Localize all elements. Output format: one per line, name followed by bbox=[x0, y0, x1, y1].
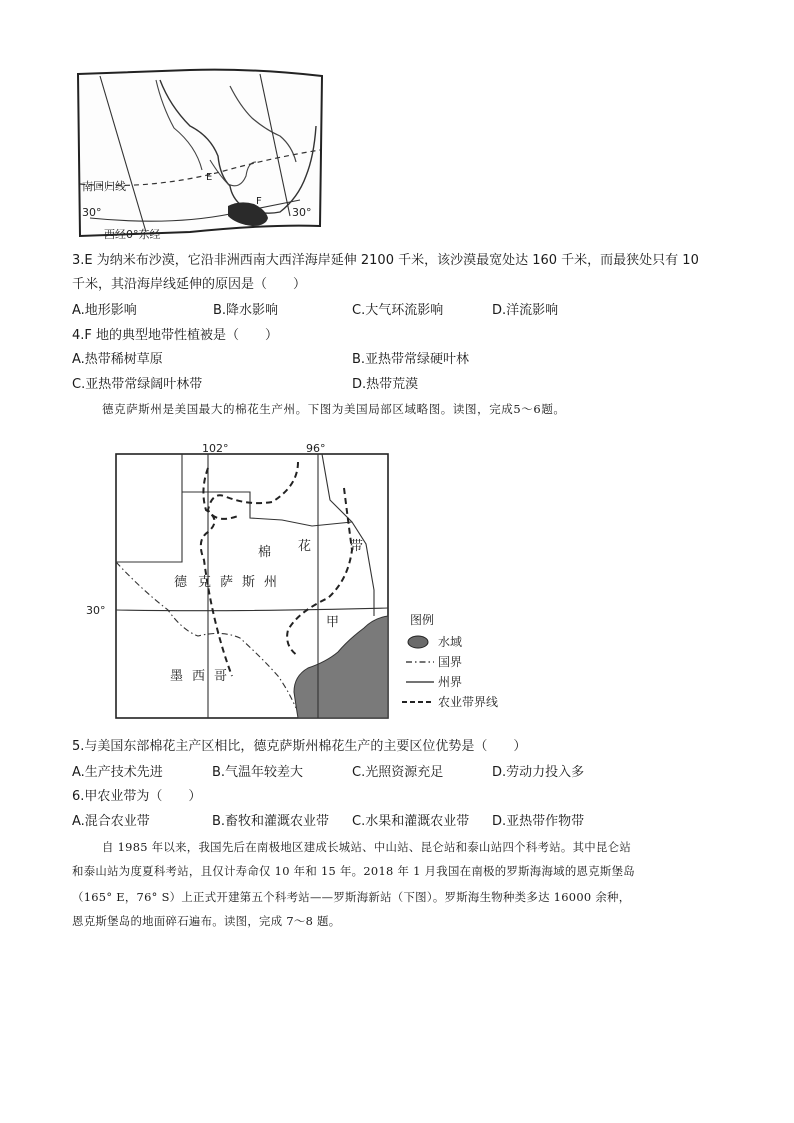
map2-label-lon96: 96° bbox=[306, 442, 326, 455]
intro-7-8-line4: 恩克斯堡岛的地面碎石遍布。读图，完成 7～8 题。 bbox=[72, 914, 341, 928]
q4-stem: 4.F 地的典型地带性植被是（ ） bbox=[72, 328, 279, 343]
q6-option-b[interactable]: B.畜牧和灌溉农业带 bbox=[212, 814, 330, 829]
q4-option-b[interactable]: B.亚热带常绿硬叶林 bbox=[352, 352, 470, 367]
map2-legend bbox=[402, 612, 498, 709]
legend-agri-label: 农业带界线 bbox=[438, 695, 499, 709]
legend-water-label: 水域 bbox=[438, 635, 463, 649]
legend-water-swatch bbox=[408, 636, 428, 648]
map1-label-lat30-left: 30° bbox=[82, 206, 102, 219]
q6-stem: 6.甲农业带为（ ） bbox=[72, 789, 202, 804]
q4-option-a[interactable]: A.热带稀树草原 bbox=[72, 352, 163, 367]
map2-label-texas-1: 德 bbox=[174, 575, 188, 590]
q3-stem-line1: 3.E 为纳米布沙漠，它沿非洲西南大西洋海岸延伸 2100 千米，该沙漠最宽处达 160 千米，而最狭处只有 10 bbox=[72, 253, 699, 268]
map2-label-lat30: 30° bbox=[86, 604, 106, 617]
map2-label-cotton-3: 带 bbox=[350, 539, 364, 554]
map2-label-jia: 甲 bbox=[326, 615, 340, 630]
map2-label-mexico-2: 西 bbox=[192, 669, 206, 684]
intro-7-8-line2: 和泰山站为度夏科考站，且仅计寿命仅 10 年和 15 年。2018 年 1 月我国在南极的罗斯海海域的恩克斯堡岛 bbox=[72, 864, 635, 878]
map2-label-texas-2: 克 bbox=[198, 575, 212, 590]
map2-label-mexico-3: 哥 bbox=[214, 669, 228, 684]
q3-option-a[interactable]: A.地形影响 bbox=[72, 303, 137, 318]
legend-state-label: 州界 bbox=[438, 675, 463, 689]
map2-label-mexico-1: 墨 bbox=[170, 669, 184, 684]
q4-option-d[interactable]: D.热带荒漠 bbox=[352, 377, 419, 392]
q5-option-a[interactable]: A.生产技术先进 bbox=[72, 765, 163, 780]
q5-option-c[interactable]: C.光照资源充足 bbox=[352, 765, 444, 780]
map2-label-texas-4: 斯 bbox=[242, 575, 256, 590]
map1-label-lat30-right: 30° bbox=[292, 206, 312, 219]
map1-label-e: E bbox=[206, 172, 213, 183]
map2-label-texas-5: 州 bbox=[264, 575, 278, 590]
map1-frame bbox=[78, 70, 322, 236]
texas-region-map bbox=[86, 440, 532, 722]
q6-option-d[interactable]: D.亚热带作物带 bbox=[492, 814, 585, 829]
q3-option-d[interactable]: D.洋流影响 bbox=[492, 303, 559, 318]
intro-7-8-line1: 自 1985 年以来，我国先后在南极地区建成长城站、中山站、昆仑站和泰山站四个科考站。其中昆仑站 bbox=[102, 840, 632, 854]
intro-7-8-line3: （165° E，76° S）上正式开建第五个科考站——罗斯海新站（下图）。罗斯海生物种类多达 16000 余种， bbox=[72, 890, 631, 904]
q3-option-b[interactable]: B.降水影响 bbox=[213, 303, 279, 318]
q6-option-c[interactable]: C.水果和灌溉农业带 bbox=[352, 814, 470, 829]
map2-label-cotton-1: 棉 bbox=[258, 545, 272, 560]
q4-option-c[interactable]: C.亚热带常绿阔叶林带 bbox=[72, 377, 203, 392]
map2-label-texas-3: 萨 bbox=[220, 575, 234, 590]
map2-label-cotton-2: 花 bbox=[298, 539, 312, 554]
map1-label-meridian: 西经0°东经 bbox=[104, 228, 161, 241]
map2-label-lon102: 102° bbox=[202, 442, 229, 455]
q3-stem-line2: 千米，其沿海岸线延伸的原因是（ ） bbox=[72, 277, 307, 292]
intro-5-6: 德克萨斯州是美国最大的棉花生产州。下图为美国局部区域略图。读图，完成5～6题。 bbox=[102, 402, 566, 416]
q5-option-d[interactable]: D.劳动力投入多 bbox=[492, 765, 585, 780]
legend-national-label: 国界 bbox=[438, 655, 463, 669]
map1-label-tropic: 南回归线 bbox=[82, 180, 126, 193]
legend-title: 图例 bbox=[410, 613, 435, 627]
q5-stem: 5.与美国东部棉花主产区相比，德克萨斯州棉花生产的主要区位优势是（ ） bbox=[72, 739, 527, 754]
q5-option-b[interactable]: B.气温年较差大 bbox=[212, 765, 304, 780]
q6-option-a[interactable]: A.混合农业带 bbox=[72, 814, 150, 829]
southern-africa-map bbox=[70, 66, 330, 242]
map1-label-f: F bbox=[256, 196, 262, 207]
q3-option-c[interactable]: C.大气环流影响 bbox=[352, 303, 444, 318]
